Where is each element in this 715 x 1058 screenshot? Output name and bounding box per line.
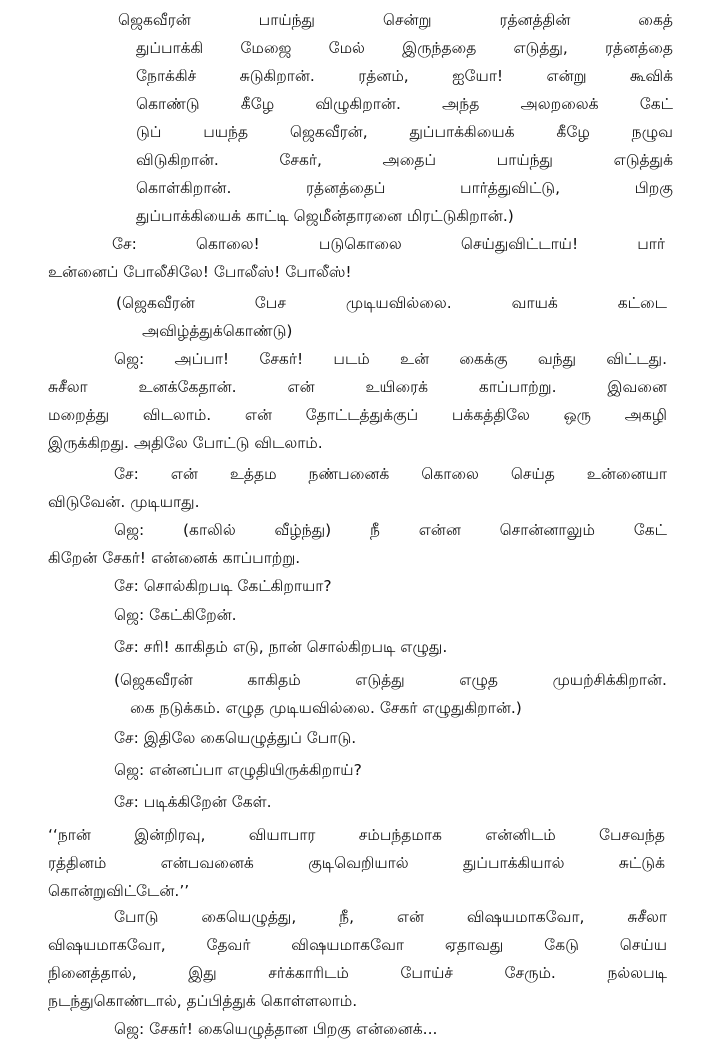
text-line: நடந்துகொண்டால், தப்பித்துக் கொள்ளலாம். (48, 992, 358, 1010)
dialogue-sekar-7 (0, 903, 715, 1015)
text-line: ஜெ: அப்பா! சேகர்! படம் உன் கைக்கு வந்து விட்டது. (114, 350, 667, 368)
text-line: ஜெ: என்னப்பா எழுதியிருக்கிறாய்? (114, 761, 362, 779)
text-line: போடு கையெழுத்து, நீ, என் விஷயமாகவோ, சுசீலா (114, 908, 667, 926)
dialogue-jegaveeran-1 (0, 345, 715, 457)
text-line: நினைத்தால், இது சர்க்காரிடம் போய்ச் சேரும். நல்லபடி (48, 964, 667, 982)
dialogue-sekar-2 (0, 460, 715, 516)
stage-direction-paragraph-3 (0, 666, 715, 722)
text-line: விடுவேன். முடியாது. (48, 493, 200, 511)
text-line: கொள்கிறான். ரத்னத்தைப் பார்த்துவிட்டு, பிறகு (136, 179, 673, 197)
text-line: ஜெகவீரன் பாய்ந்து சென்று ரத்னத்தின் கைத் (118, 11, 673, 29)
dialogue-sekar-6 (0, 788, 715, 816)
text-line: (ஜெகவீரன் காகிதம் எடுத்து எழுத முயற்சிக்கிறான். (114, 671, 667, 689)
text-line: சே: படிக்கிறேன் கேள். (114, 793, 272, 811)
text-line: கை நடுக்கம். எழுத முடியவில்லை. சேகர் எழுதுகிறான்.) (130, 699, 522, 717)
text-line: நோக்கிச் சுடுகிறான். ரத்னம், ஐயோ! என்று கூவிக் (136, 67, 673, 85)
text-line: சே: கொலை! படுகொலை செய்துவிட்டாய்! பார் (112, 235, 665, 253)
text-line: விஷயமாகவோ, தேவர் விஷயமாகவோ ஏதாவது கேடு செய்ய (48, 936, 667, 954)
dialogue-sekar-1 (0, 230, 715, 286)
dialogue-sekar-4 (0, 633, 715, 661)
text-line: சே: இதிலே கையெழுத்துப் போடு. (114, 729, 357, 747)
text-line: (ஜெகவீரன் பேச முடியவில்லை. வாயக் கட்டை (116, 294, 667, 312)
text-line: விடுகிறான். சேகர், அதைப் பாய்ந்து எடுத்துக் (136, 151, 673, 169)
text-line: உன்னைப் போலீசிலே! போலீஸ்! போலீஸ்! (48, 263, 352, 281)
text-line: ரத்தினம் என்பவனைக் குடிவெறியால் துப்பாக்கியால் சுட்டுக் (48, 854, 665, 872)
text-line: அவிழ்த்துக்கொண்டு) (142, 322, 293, 340)
text-line: ‘‘நான் இன்றிரவு, வியாபார சம்பந்தமாக என்னிடம் பேசவந்த (48, 826, 665, 844)
written-confession (0, 821, 715, 905)
text-line: கொன்றுவிட்டேன்.’’ (48, 882, 190, 900)
text-line: ஜெ: கேட்கிறேன். (114, 606, 237, 624)
dialogue-jegaveeran-4 (0, 756, 715, 784)
text-line: சே: என் உத்தம நண்பனைக் கொலை செய்த உன்னையா (114, 465, 667, 483)
text-line: துப்பாக்கியைக் காட்டி ஜெமீன்தாரனை மிரட்டுகிறான்.) (136, 207, 514, 225)
text-line: துப்பாக்கி மேஜை மேல் இருந்ததை எடுத்து, ரத்னத்தை (136, 39, 673, 57)
stage-direction-paragraph-2 (0, 289, 715, 345)
text-line: கிறேன் சேகர்! என்னைக் காப்பாற்று. (48, 549, 301, 567)
text-line: ஜெ: சேகர்! கையெழுத்தான பிறகு என்னைக்... (114, 1020, 438, 1038)
text-line: மறைத்து விடலாம். என் தோட்டத்துக்குப் பக்கத்திலே ஒரு அகழி (48, 406, 667, 424)
text-line: சே: சொல்கிறபடி கேட்கிறாயா? (114, 577, 332, 595)
dialogue-sekar-3 (0, 572, 715, 600)
text-line: கொண்டு கீழே விழுகிறான். அந்த அலறலைக் கேட் (136, 95, 673, 113)
text-line: இருக்கிறது. அதிலே போட்டு விடலாம். (48, 434, 323, 452)
dialogue-jegaveeran-5 (0, 1015, 715, 1043)
stage-direction-paragraph-1 (0, 6, 715, 230)
text-line: சே: சரி! காகிதம் எடு, நான் சொல்கிறபடி எழுது. (114, 638, 448, 656)
text-line: ஜெ: (காலில் வீழ்ந்து) நீ என்ன சொன்னாலும் கேட் (114, 521, 667, 539)
dialogue-jegaveeran-2 (0, 516, 715, 572)
dialogue-sekar-5 (0, 724, 715, 752)
text-line: டுப் பயந்த ஜெகவீரன், துப்பாக்கியைக் கீழே நழுவ (136, 123, 673, 141)
text-line: சுசீலா உனக்கேதான். என் உயிரைக் காப்பாற்று. இவனை (48, 378, 667, 396)
dialogue-jegaveeran-3 (0, 601, 715, 629)
